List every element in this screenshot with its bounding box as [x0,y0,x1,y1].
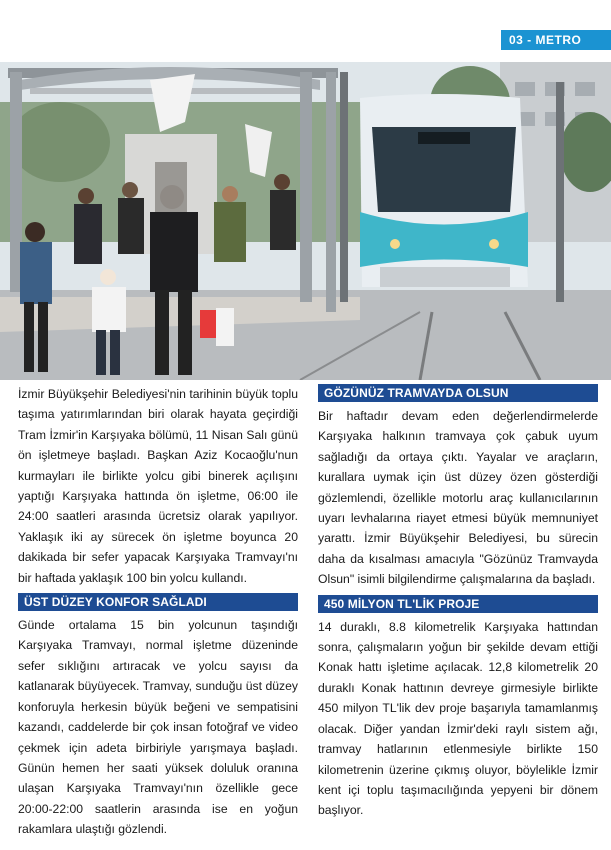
section-tag: 03 - METRO [501,30,611,50]
heading-eyes-on-tram: GÖZÜNÜZ TRAMVAYDA OLSUN [318,384,598,402]
eyes-paragraph: Bir haftadır devam eden değerlendirmelerde Karşıyaka halkının tramvaya çok çabuk uyum sağladığı da ortaya çıktı. Yayalar ve araçların, kurallara uymak için üst düzey özen gösterdiği gözlemlendi, özellikle motorlu araç kullanıcılarının uyarı levhalarına riayet etmesi büyük memnuniyet yarattı. İzmir Büyükşehir Belediyesi, bu sürecin daha da kısalması amacıyla "Gözünüz Tramvayda Olsun" isimli bilgilendirme çalışmalarına da başladı. [318,409,598,587]
tram-station-photo [0,62,611,380]
left-column [18,384,298,840]
intro-paragraph: İzmir Büyükşehir Belediyesi'nin tarihinin büyük toplu taşıma yatırımlarından biri olarak hayata geçirdiği Tram İzmir'in Karşıyaka bölümü, 11 Nisan Salı günü ön işletmeye başladı. Başkan Aziz Kocaoğlu'nun kurmayları ile birlikte yolcu gibi binerek açılışını yaptığı Karşıyaka hattında ön işletme, 06:00 ile 24:00 saatleri arasında ücretsiz olarak yapılıyor. Yaklaşık iki ay sürecek ön işletme boyunca 20 dakikada bir sefer yapacak Karşıyaka Tramvayı'nı bir haftada yaklaşık 100 bin yolcu kullandı. [18,387,298,585]
heading-comfort: ÜST DÜZEY KONFOR SAĞLADI [18,593,298,611]
comfort-paragraph: Günde ortalama 15 bin yolcunun taşındığı Karşıyaka Tramvayı, normal işletme düzeninde sefer sıklığını artıracak ve yolcu sayısı da katlanarak büyüyecek. Tramvay, sunduğu üst düzey konforuyla herkesin büyük beğeni ve sempatisini kazandı, caddelerde bir çok insan fotoğraf ve video çekmek için adeta birbiriyle yarışmaya başladı. Günün hemen her saati yüksek doluluk oranına ulaşan Karşıyaka Tramvayı'nın özellikle gece 20:00-22:00 saatlerin arasında ise en yoğun rakamlara ulaştığı gözlendi. [18,618,298,837]
heading-project: 450 MİLYON TL'LİK PROJE [318,595,598,613]
project-paragraph: 14 duraklı, 8.8 kilometrelik Karşıyaka hattından sonra, çalışmaların yoğun bir şekilde devam ettiği Konak hattı işletime açılacak. 12,8 kilometrelik 20 duraklı Konak hattının devreye girmesiyle birlikte 450 milyon TL'lik dev proje başarıyla tamamlanmış olacak. Diğer yandan İzmir'deki raylı sistem ağı, tramvay hatlarının etlenmesiyle birlikte 150 kilometrenin üzerine çıkmış oluyor, böylelikle İzmir kent içi toplu taşımacılığında yepyeni bir dönem başlıyor. [318,619,598,818]
right-column [318,384,598,821]
